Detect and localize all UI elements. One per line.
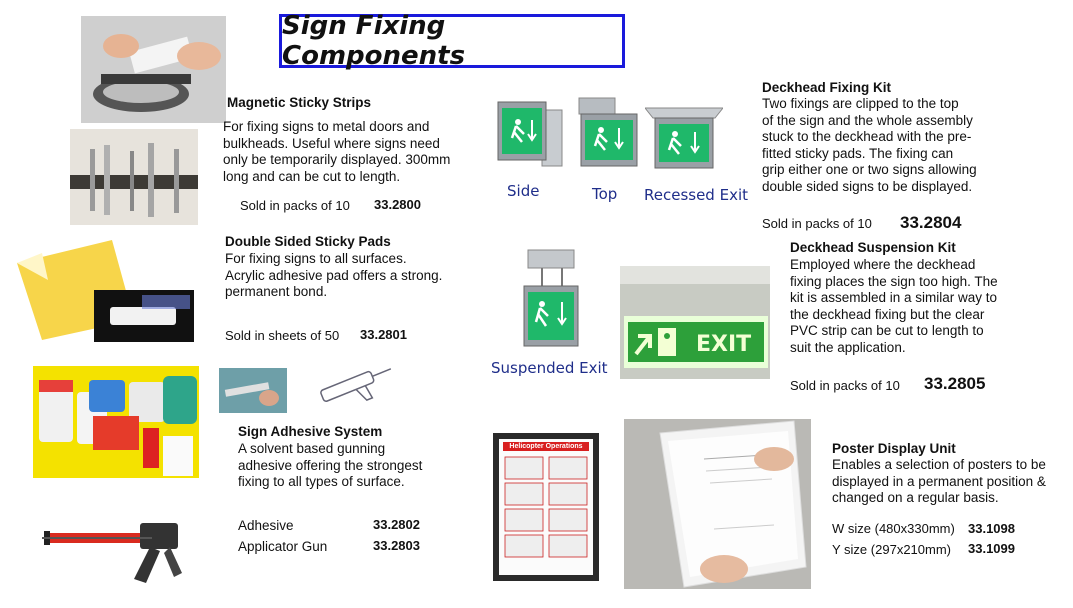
exit-sign-recessed-photo	[645, 104, 723, 174]
poster-desc-line: displayed in a permanent position &	[832, 473, 1046, 489]
magnetic-desc-line: long and can be cut to length.	[223, 168, 401, 184]
adhesive-desc-line: adhesive offering the strongest	[238, 457, 423, 473]
deckhead-heading: Deckhead Fixing Kit	[762, 80, 892, 95]
poster-w-size-code: 33.1098	[968, 521, 1015, 536]
caption-side: Side	[507, 182, 540, 200]
poster-title-text: Helicopter Operations	[503, 442, 589, 451]
pads-product-code: 33.2801	[360, 327, 407, 342]
deckhead-product-code: 33.2804	[900, 213, 962, 232]
exit-sign-glowing-graphic	[620, 266, 770, 379]
caption-suspended-exit: Suspended Exit	[491, 359, 608, 377]
magnetic-tape-photo	[81, 16, 226, 123]
deckhead-desc-line: Two fixings are clipped to the top	[762, 96, 959, 111]
suspension-heading: Deckhead Suspension Kit	[790, 240, 956, 255]
poster-w-size-dims: (480x330mm)	[874, 521, 955, 536]
suspension-description	[790, 257, 1020, 356]
deckhead-desc-line: stuck to the deckhead with the pre-	[762, 129, 972, 144]
caption-recessed-exit: Recessed Exit	[644, 186, 749, 204]
poster-display-unit-graphic	[624, 419, 811, 589]
pads-desc-line: permanent bond.	[225, 284, 328, 299]
deckhead-desc-line: grip either one or two signs allowing	[762, 162, 977, 177]
pads-heading: Double Sided Sticky Pads	[225, 234, 391, 249]
page-title	[279, 11, 625, 71]
applicator-gun-photo	[42, 517, 192, 587]
magnetic-desc-line: bulkheads. Useful where signs need	[223, 135, 440, 151]
deckhead-desc-line: of the sign and the whole assembly	[762, 112, 973, 128]
suspension-sold-text: Sold in packs of 10	[790, 378, 900, 393]
exit-sign-recessed-graphic	[645, 104, 723, 174]
poster-y-size-name: Y size	[832, 542, 868, 557]
magnetic-product-code: 33.2800	[374, 197, 421, 212]
suspension-desc-line: PVC strip can be cut to length to	[790, 323, 984, 338]
exit-sign-side-graphic	[496, 98, 568, 176]
poster-sheet	[499, 439, 593, 575]
suspension-desc-line: the deckhead fixing but the clear	[790, 306, 985, 322]
poster-y-size-dims: (297x210mm)	[870, 542, 951, 557]
caulking-gun-sketch-graphic	[314, 359, 399, 409]
applicator-gun-graphic	[42, 517, 192, 587]
exit-sign-glowing-photo	[620, 266, 770, 379]
magnetic-sold-text: Sold in packs of 10	[240, 198, 350, 213]
adhesive-item-label: Adhesive	[238, 518, 294, 533]
poster-frame-photo	[493, 433, 599, 581]
deckhead-description	[762, 96, 992, 195]
suspension-product-code: 33.2805	[924, 374, 986, 393]
magnetic-tape-graphic	[81, 16, 226, 123]
adhesive-products-graphic	[33, 366, 199, 478]
adhesive-heading: Sign Adhesive System	[238, 424, 383, 439]
sticky-pads-graphic	[12, 235, 197, 345]
poster-desc-line: changed on a regular basis.	[832, 490, 999, 505]
applicator-photo	[219, 368, 287, 413]
exit-sign-side-photo	[496, 98, 568, 176]
pads-desc-line: Acrylic adhesive pad offers a strong.	[225, 267, 443, 283]
poster-display-unit-photo	[624, 419, 811, 589]
exit-sign-top-photo	[575, 96, 641, 178]
applicator-gun-code: 33.2803	[373, 538, 420, 553]
magnetic-desc-line: only be temporarily displayed. 300mm	[223, 152, 451, 167]
deckhead-desc-line: fitted sticky pads. The fixing can	[762, 145, 954, 161]
caulking-gun-sketch	[314, 359, 399, 409]
magnetic-desc-line: For fixing signs to metal doors and	[223, 119, 430, 134]
poster-y-size-label	[832, 542, 951, 557]
poster-heading: Poster Display Unit	[832, 441, 956, 456]
adhesive-products-photo	[33, 366, 199, 478]
suspension-desc-line: kit is assembled in a similar way to	[790, 290, 998, 305]
deckhead-sold-text: Sold in packs of 10	[762, 216, 872, 231]
poster-w-size-label	[832, 521, 955, 536]
exit-sign-suspended-graphic	[520, 248, 582, 352]
suspension-desc-line: suit the application.	[790, 339, 906, 355]
pads-desc-line: For fixing signs to all surfaces.	[225, 251, 407, 266]
poster-w-size-name: W size	[832, 521, 871, 536]
tools-graphic	[70, 129, 198, 225]
poster-desc-line: Enables a selection of posters to be	[832, 457, 1046, 472]
sticky-pads-photo	[12, 235, 197, 345]
pads-sold-text: Sold in sheets of 50	[225, 328, 340, 343]
applicator-graphic	[219, 368, 287, 413]
suspension-desc-line: fixing places the sign too high. The	[790, 273, 998, 289]
poster-description	[832, 457, 1067, 507]
caption-top: Top	[592, 185, 618, 203]
magnetic-heading: Magnetic Sticky Strips	[227, 95, 372, 110]
adhesive-item-code: 33.2802	[373, 517, 420, 532]
adhesive-desc-line: A solvent based gunning	[238, 441, 386, 456]
adhesive-description	[238, 441, 458, 491]
applicator-gun-label: Applicator Gun	[238, 539, 328, 554]
poster-panels-graphic	[499, 451, 593, 569]
adhesive-desc-line: fixing to all types of surface.	[238, 474, 405, 489]
poster-y-size-code: 33.1099	[968, 541, 1015, 556]
magnetic-description	[223, 119, 473, 185]
deckhead-desc-line: double sided signs to be displayed.	[762, 178, 973, 194]
page-title-text: Sign Fixing Components	[282, 11, 466, 71]
tools-on-strip-photo	[70, 129, 198, 225]
suspension-desc-line: Employed where the deckhead	[790, 257, 976, 272]
pads-description	[225, 251, 475, 301]
exit-sign-text: EXIT	[696, 332, 752, 357]
exit-sign-top-graphic	[575, 96, 641, 178]
exit-sign-suspended-photo	[520, 248, 582, 352]
